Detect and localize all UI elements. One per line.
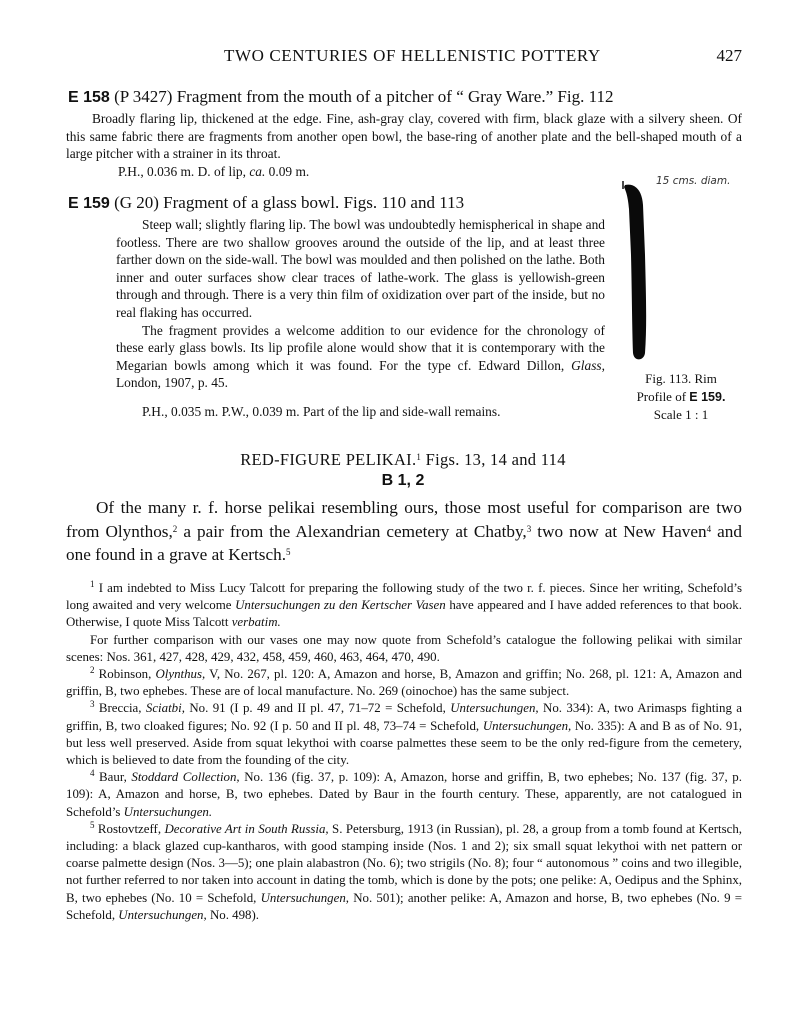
lead-text xyxy=(66,496,742,567)
footnote-italic: verbatim. xyxy=(231,615,281,630)
footnote-italic: Untersuchungen, xyxy=(260,890,350,905)
footnote-text: No. 91 (I p. 49 and II pl. 47, 71–72 = Schefold, xyxy=(184,701,451,716)
footnote-italic: Untersuchungen zu den Kertscher Vasen xyxy=(235,598,446,613)
e159-paragraph-1: Steep wall; slightly flaring lip. The bowl was undoubtedly hemispherical in shape and footless. There are two shallow grooves around the outside of the lip, and at least three farther down on the side-wall. The bowl was moulded and then polished on the lathe. Both inner and outer surfaces show clear traces of lathe-work. The glass is yellowish-green through and through. There is a very thin film of oxidization over part of the inside, but no real flaking has occurred. xyxy=(116,217,605,320)
footnote-italic: Untersuchungen, xyxy=(118,907,207,922)
footnote-italic: Olynthus, xyxy=(155,667,206,682)
lead-span: Of the many r. f. horse pelikai resembling ours, those most useful for comparison are two from Olynthos, xyxy=(66,498,742,541)
caption-line-1: Fig. 113. Rim xyxy=(645,371,717,386)
footnote-ref: 2 xyxy=(172,523,178,534)
caption-entry-id: E 159. xyxy=(689,389,726,404)
figure-113 xyxy=(612,175,762,425)
e158-measure-b: 0.09 m. xyxy=(265,164,310,179)
page-number: 427 xyxy=(716,46,742,65)
section-subtitle: B 1, 2 xyxy=(381,472,425,489)
footnote-italic: Untersuchungen. xyxy=(123,804,213,819)
footnote-text: No. 501); another pelike: A, Amazon and horse, B, two ephebes (No. 9 = Schefold, xyxy=(66,890,742,922)
e158-measurements xyxy=(118,163,309,181)
footnote-number: 5 xyxy=(90,819,95,830)
e159-measurements: P.H., 0.035 m. P.W., 0.039 m. Part of the lip and side-wall remains. xyxy=(142,404,501,419)
entry-heading-e158 xyxy=(68,86,613,109)
footnote-number: 2 xyxy=(90,665,95,676)
footnote-number: 3 xyxy=(90,699,95,710)
footnote-2 xyxy=(66,666,742,700)
e159-p2-tail: , London, 1907, p. 45. xyxy=(116,357,605,391)
running-head-title: TWO CENTURIES OF HELLENISTIC POTTERY xyxy=(224,46,601,65)
e158-measure-a: P.H., 0.036 m. D. of lip, xyxy=(118,164,250,179)
entry-text-e159 xyxy=(116,216,605,392)
footnote-text: Baur, xyxy=(94,770,132,785)
footnote-text: Breccia, xyxy=(94,701,146,716)
footnote-text: I am indebted to Miss Lucy Talcott for preparing the following study of the two r. f. pieces. Since her writing, Schefold’s long awaited and very welcome xyxy=(66,581,742,613)
footnote-text: V, No. 267, pl. 120: A, Amazon and horse, B, Amazon and griffin; No. 268, pl. 121: A, Amazon and griffin, B, two ephebes. These are of local manufacture. No. 269 (oinochoe) has the same subject. xyxy=(66,667,743,699)
footnote-text: No. 498). xyxy=(206,907,259,922)
footnote-1-continued: For further comparison with our vases one may now quote from Schefold’s catalogue the following pelikai with similar scenes: Nos. 361, 427, 428, 429, 432, 458, 459, 460, 463, 464, 470, 490. xyxy=(66,632,742,664)
entry-title: (P 3427) Fragment from the mouth of a pitcher of “ Gray Ware.” Fig. 112 xyxy=(114,87,614,106)
footnote-3 xyxy=(66,700,742,769)
footnote-text: have appeared and I have added references to that book. Otherwise, I quote Miss Talcott xyxy=(66,598,742,630)
footnote-ref: 4 xyxy=(706,523,712,534)
entry-description xyxy=(66,110,742,163)
e158-measure-ca: ca. xyxy=(249,164,266,179)
entry-title: (G 20) Fragment of a glass bowl. Figs. 110 and 113 xyxy=(114,193,465,212)
caption-line-2 xyxy=(626,388,736,407)
caption-profile-text: Profile of xyxy=(636,388,690,404)
section-title: RED-FIGURE PELIKAI. xyxy=(240,450,417,469)
e159-p2-text: The fragment provides a welcome addition to our evidence for the chronology of these early glass bowls. Its lip profile alone would show that it is contemporary with the Megarian bowls among which it was found. For the type cf. Edward Dillon, xyxy=(116,322,605,373)
footnote-italic: Untersuchungen, xyxy=(482,718,572,733)
running-head xyxy=(0,46,806,70)
footnote-italic: Sciatbi, xyxy=(145,701,185,716)
section-figs: Figs. 13, 14 and 114 xyxy=(421,450,566,469)
figure-caption xyxy=(626,370,736,424)
caption-line-3: Scale 1 : 1 xyxy=(653,407,709,423)
footnote-italic: Decorative Art in South Russia, xyxy=(164,821,329,836)
entry-heading-e159 xyxy=(68,192,464,215)
footnote-ref: 1 xyxy=(416,452,422,462)
entry-id: E 159 xyxy=(68,195,110,212)
footnote-ref: 3 xyxy=(526,523,532,534)
footnote-1 xyxy=(66,580,742,632)
lead-paragraph xyxy=(66,496,742,567)
rim-profile-drawing xyxy=(612,175,762,365)
footnote-text: No. 136 (fig. 37, p. 109): A, Amazon, horse and griffin, B, two ephebes; No. 137 (fig. 37, p. 109): A, Amazon and horse, B, two ephebes. Dated by Baur in the fourth century. These, apparently, are not catalogued in Schefold’s xyxy=(66,770,742,819)
footnote-text: Rostovtzeff, xyxy=(94,821,165,836)
footnote-text: Robinson, xyxy=(94,667,156,682)
footnote-text: S. Petersburg, 1913 (in Russian), pl. 28, a group from a tomb found at Kertsch, including: a black glazed cup-kantharos, with good stamping inside (Nos. 1 and 2); six small squat lekythoi with net pattern or coarse palmette design (Nos. 3—5); one plain alabastron (No. 6); two strigils (No. 8); four “ autonomous ” coins and two illegible, not further referred to nor taken into account in dating the tomb, which is done by the pots; one pelike: A, Oedipus and the Sphinx, B, two ephebes (No. 10 = Schefold, xyxy=(66,821,742,905)
e158-paragraph: Broadly flaring lip, thickened at the edge. Fine, ash-gray clay, covered with firm, black glaze with a silvery sheen. Of this same fabric there are fragments from another open bowl, the base-ring of another plate and the bell-shaped mouth of a large pitcher with a strainer in its throat. xyxy=(66,111,742,162)
lead-span: a pair from the Alexandrian cemetery at Chatby, xyxy=(177,521,527,541)
e159-paragraph-2 xyxy=(116,322,605,392)
footnote-italic: Stoddard Collection, xyxy=(131,770,240,785)
lead-span: and one found in a grave at Kertsch. xyxy=(66,521,742,564)
footnote-text: No. 335): A and B as of No. 91, but less well preserved. Aside from squat lekythoi with coarse palmettes these seem to be the only red-figure from the cemetery, which is believed to date from the founding of the city. xyxy=(66,718,743,768)
entry-id: E 158 xyxy=(68,89,110,106)
footnote-5 xyxy=(66,821,742,924)
section-heading xyxy=(0,450,806,470)
footnote-ref: 5 xyxy=(286,547,291,557)
footnote-text: No. 334): A, two Arimasps fighting a griffin, B, two cloaked figures; No. 92 (I p. 50 and II pl. 48, 73–74 = Schefold, xyxy=(66,701,743,733)
handwritten-annotation: 15 cms. diam. xyxy=(656,175,731,187)
footnote-number: 1 xyxy=(90,579,95,589)
footnote-4 xyxy=(66,769,742,821)
footnote-number: 4 xyxy=(90,768,95,779)
e159-p2-italic: Glass xyxy=(571,357,602,373)
lead-span: two now at New Haven xyxy=(531,521,707,541)
footnotes xyxy=(66,580,742,924)
footnote-italic: Untersuchungen, xyxy=(450,701,539,716)
